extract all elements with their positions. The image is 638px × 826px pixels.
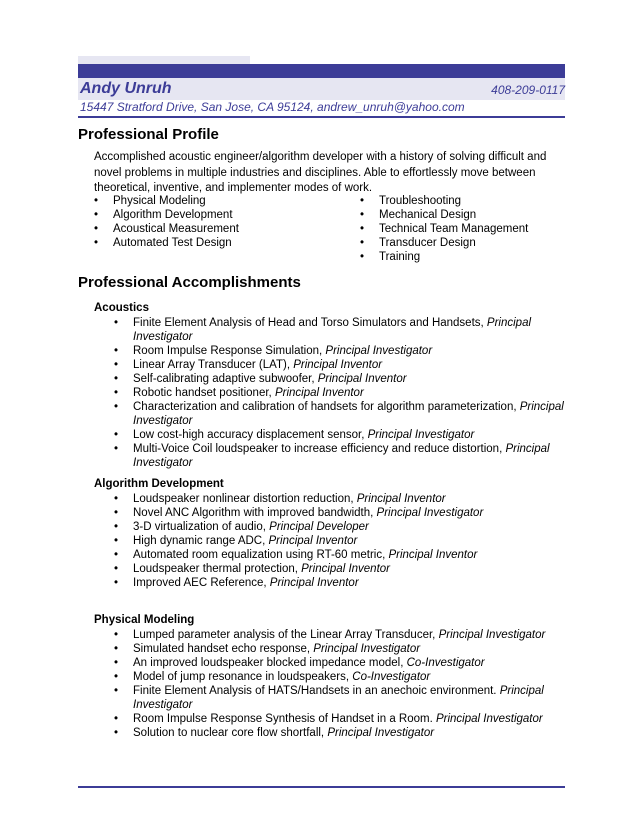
address-email: 15447 Stratford Drive, San Jose, CA 95124, andrew_unruh@yahoo.com: [80, 100, 465, 114]
list-item: • 3-D virtualization of audio, Principal Developer: [114, 520, 569, 534]
list-item: • Low cost-high accuracy displacement sensor, Principal Investigator: [114, 428, 569, 442]
skill-item: • Automated Test Design: [94, 236, 344, 250]
header-divider: [78, 116, 565, 118]
skill-item: • Algorithm Development: [94, 208, 344, 222]
list-item: • Multi-Voice Coil loudspeaker to increase efficiency and reduce distortion, Principal Investigator: [114, 442, 569, 470]
skill-item: • Troubleshooting: [360, 194, 560, 208]
skill-item: • Physical Modeling: [94, 194, 344, 208]
list-item: • Automated room equalization using RT-60 metric, Principal Inventor: [114, 548, 569, 562]
physical-modeling-list: [114, 628, 569, 740]
list-item: • Novel ANC Algorithm with improved bandwidth, Principal Investigator: [114, 506, 569, 520]
list-item: • Lumped parameter analysis of the Linear Array Transducer, Principal Investigator: [114, 628, 569, 642]
list-item: • Solution to nuclear core flow shortfall, Principal Investigator: [114, 726, 569, 740]
skill-item: • Mechanical Design: [360, 208, 560, 222]
candidate-name: Andy Unruh: [80, 80, 172, 97]
list-item: • Robotic handset positioner, Principal Inventor: [114, 386, 569, 400]
list-item: • Characterization and calibration of handsets for algorithm parameterization, Principal Investigator: [114, 400, 569, 428]
skill-item: • Acoustical Measurement: [94, 222, 344, 236]
list-item: • Room Impulse Response Simulation, Principal Investigator: [114, 344, 569, 358]
skills-left-list: [94, 194, 344, 250]
list-item: • Finite Element Analysis of Head and Torso Simulators and Handsets, Principal Investigator: [114, 316, 569, 344]
list-item: • Loudspeaker nonlinear distortion reduction, Principal Inventor: [114, 492, 569, 506]
section-title-acoustics: Acoustics: [94, 302, 149, 314]
profile-heading: Professional Profile: [78, 126, 219, 143]
skill-item: • Technical Team Management: [360, 222, 560, 236]
list-item: • Self-calibrating adaptive subwoofer, Principal Inventor: [114, 372, 569, 386]
header-bar: [78, 64, 565, 78]
footer-divider: [78, 786, 565, 788]
list-item: • Linear Array Transducer (LAT), Principal Inventor: [114, 358, 569, 372]
profile-summary: Accomplished acoustic engineer/algorithm developer with a history of solving difficult and novel problems in multiple industries and disciplines. Able to effortlessly move between theoretical, inventive, and implementer modes of work.: [94, 151, 547, 194]
phone-number: 408-209-0117: [491, 83, 565, 97]
list-item: • An improved loudspeaker blocked impedance model, Co-Investigator: [114, 656, 569, 670]
accomplishments-heading: Professional Accomplishments: [78, 274, 301, 291]
section-title-physical-modeling: Physical Modeling: [94, 614, 195, 626]
list-item: • Model of jump resonance in loudspeakers, Co-Investigator: [114, 670, 569, 684]
list-item: • Finite Element Analysis of HATS/Handsets in an anechoic environment. Principal Investigator: [114, 684, 569, 712]
list-item: • Simulated handset echo response, Principal Investigator: [114, 642, 569, 656]
skill-item: • Training: [360, 250, 560, 264]
skills-right-list: [360, 194, 560, 264]
acoustics-list: [114, 316, 569, 470]
list-item: • Improved AEC Reference, Principal Inventor: [114, 576, 569, 590]
list-item: • Loudspeaker thermal protection, Principal Inventor: [114, 562, 569, 576]
section-title-algorithm-development: Algorithm Development: [94, 478, 224, 490]
algorithm-list: [114, 492, 569, 590]
skill-item: • Transducer Design: [360, 236, 560, 250]
list-item: • Room Impulse Response Synthesis of Handset in a Room. Principal Investigator: [114, 712, 569, 726]
list-item: • High dynamic range ADC, Principal Inventor: [114, 534, 569, 548]
